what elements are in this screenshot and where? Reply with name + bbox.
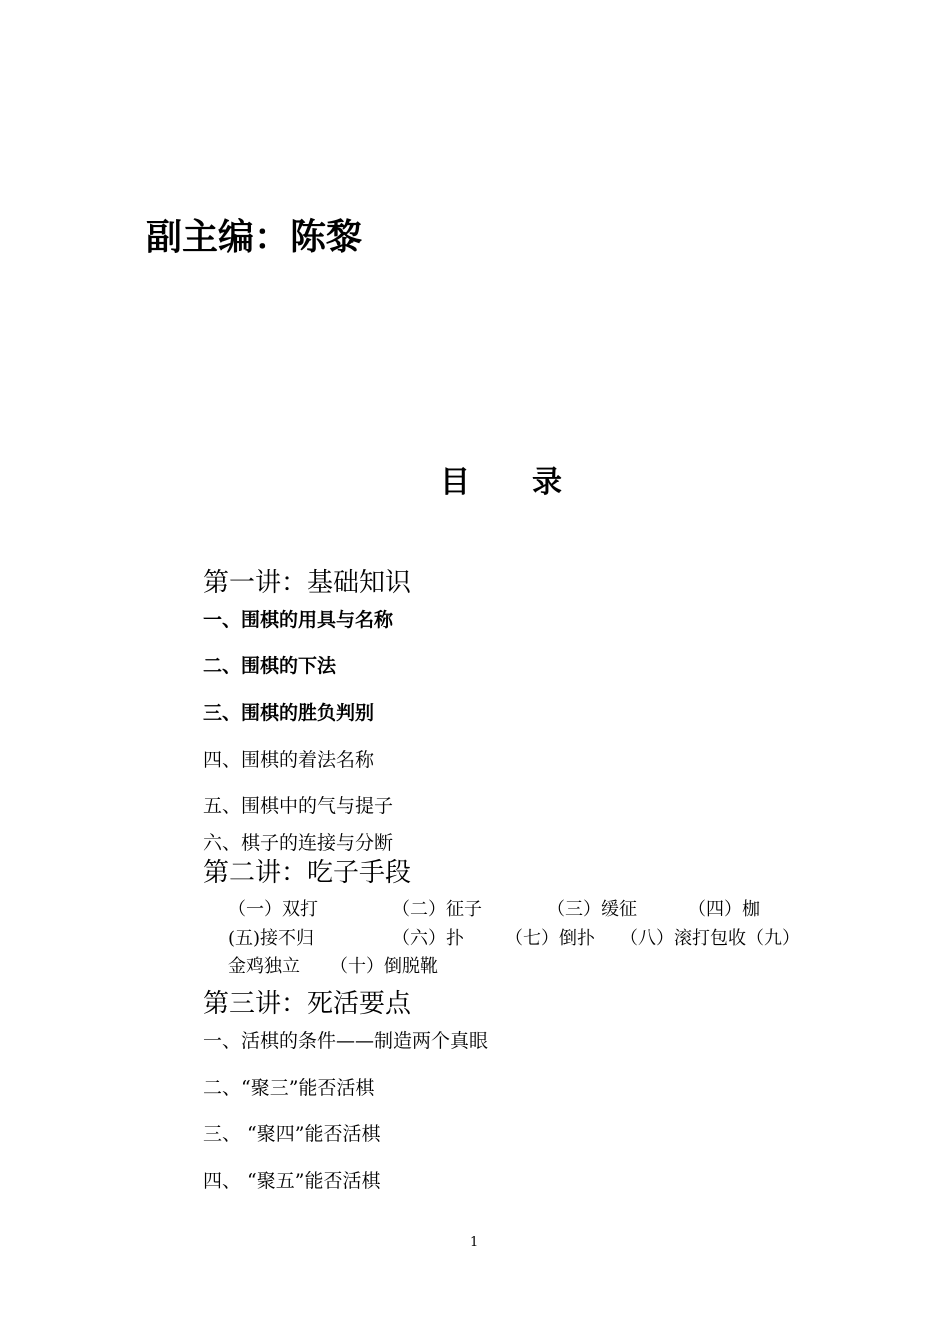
toc-subitem: （四）枷 xyxy=(688,899,760,920)
lecture-3-title: 第三讲：死活要点 xyxy=(203,989,412,1019)
toc-item: 三、 “聚四”能否活棋 xyxy=(203,1123,381,1145)
toc-item: 六、棋子的连接与分断 xyxy=(203,832,394,854)
toc-item: 四、围棋的着法名称 xyxy=(203,749,375,771)
toc-item: 二、围棋的下法 xyxy=(203,655,337,677)
toc-subitem: （七）倒扑 xyxy=(505,928,595,949)
toc-subitem: (五)接不归 xyxy=(228,928,315,949)
toc-title xyxy=(440,465,562,500)
toc-item: 一、围棋的用具与名称 xyxy=(203,609,394,631)
toc-title-left: 目 xyxy=(440,465,470,500)
toc-subitem: （二）征子 xyxy=(392,899,482,920)
toc-subitem: （三）缓征 xyxy=(547,899,637,920)
toc-title-right: 录 xyxy=(532,465,562,500)
deputy-editor: 副主编：陈黎 xyxy=(146,217,363,258)
toc-item: 一、活棋的条件——制造两个真眼 xyxy=(203,1030,489,1052)
toc-subitem: （八）滚打包收（九） xyxy=(620,928,800,949)
toc-item: 二、“聚三”能否活棋 xyxy=(203,1077,375,1099)
toc-subitem: （十）倒脱靴 xyxy=(330,956,438,977)
toc-item: 四、 “聚五”能否活棋 xyxy=(203,1170,381,1192)
toc-item: 五、围棋中的气与提子 xyxy=(203,795,394,817)
lecture-1-title: 第一讲：基础知识 xyxy=(203,568,412,598)
lecture-2-title: 第二讲：吃子手段 xyxy=(203,858,412,888)
toc-subitem: （六）扑 xyxy=(392,928,464,949)
toc-item: 三、围棋的胜负判别 xyxy=(203,702,375,724)
page-number: 1 xyxy=(470,1235,479,1250)
toc-subitem: 金鸡独立 xyxy=(228,956,300,977)
toc-subitem: （一）双打 xyxy=(228,899,318,920)
